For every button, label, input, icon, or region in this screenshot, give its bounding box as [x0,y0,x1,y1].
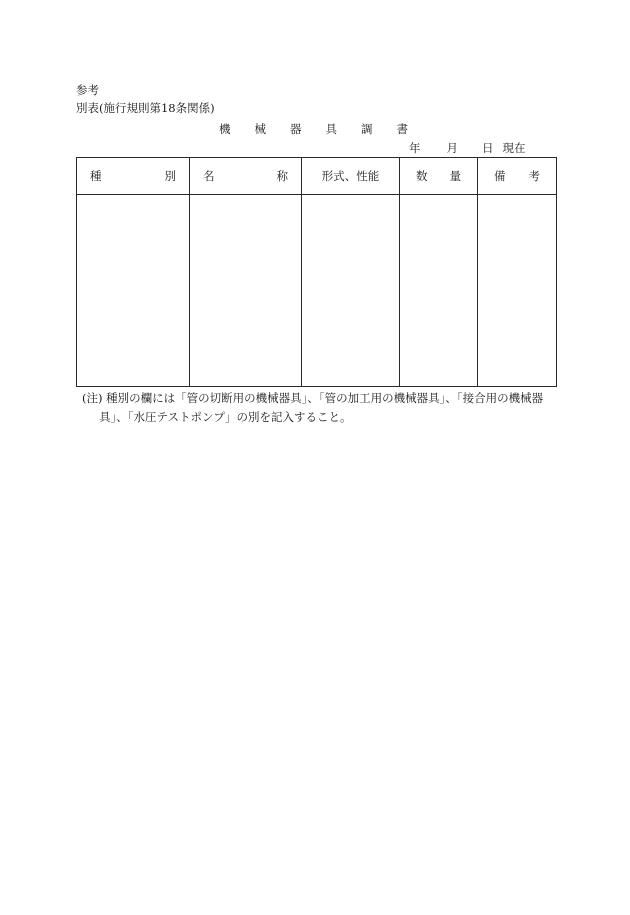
title-char: 械 [254,122,266,136]
cell-name[interactable] [190,195,302,387]
column-header-remarks [478,158,557,195]
date-as-of: 現在 [502,141,526,155]
date-month: 月 [446,141,458,155]
footnote [82,389,556,427]
title-char: 機 [219,122,231,136]
document-title [219,122,408,136]
equipment-table [76,157,557,387]
date-day: 日 [482,141,494,155]
header-text: 考 [528,169,540,183]
attachment-label: 別表(施行規則第18条関係) [76,101,215,115]
column-header-name [190,158,302,195]
column-header-quantity [400,158,478,195]
title-char: 具 [325,122,337,136]
cell-quantity[interactable] [400,195,478,387]
column-header-type [77,158,190,195]
column-header-model [302,158,400,195]
reference-label: 参考 [76,83,99,97]
header-text: 数 [416,169,428,183]
table-body-row [77,195,557,387]
date-year: 年 [409,141,421,155]
footnote-line-2: 具」、「水圧テストポンプ」の別を記入すること。 [99,410,352,424]
date-line [409,141,526,155]
cell-remarks[interactable] [478,195,557,387]
cell-model[interactable] [302,195,400,387]
footnote-line-1: (注) 種別の欄には「管の切断用の機械器具」、「管の加工用の機械器具」、「接合用の機械器 [82,391,544,405]
cell-type[interactable] [77,195,190,387]
table-header-row [77,158,557,195]
title-char: 調 [361,122,373,136]
header-text: 種 [90,169,102,183]
header-text: 形式、性能 [321,169,380,183]
header-text: 別 [164,169,176,183]
title-char: 器 [290,122,302,136]
header-text: 名 [203,169,215,183]
title-char: 書 [396,122,408,136]
header-text: 備 [494,169,506,183]
header-text: 量 [449,169,461,183]
header-text: 称 [276,169,288,183]
